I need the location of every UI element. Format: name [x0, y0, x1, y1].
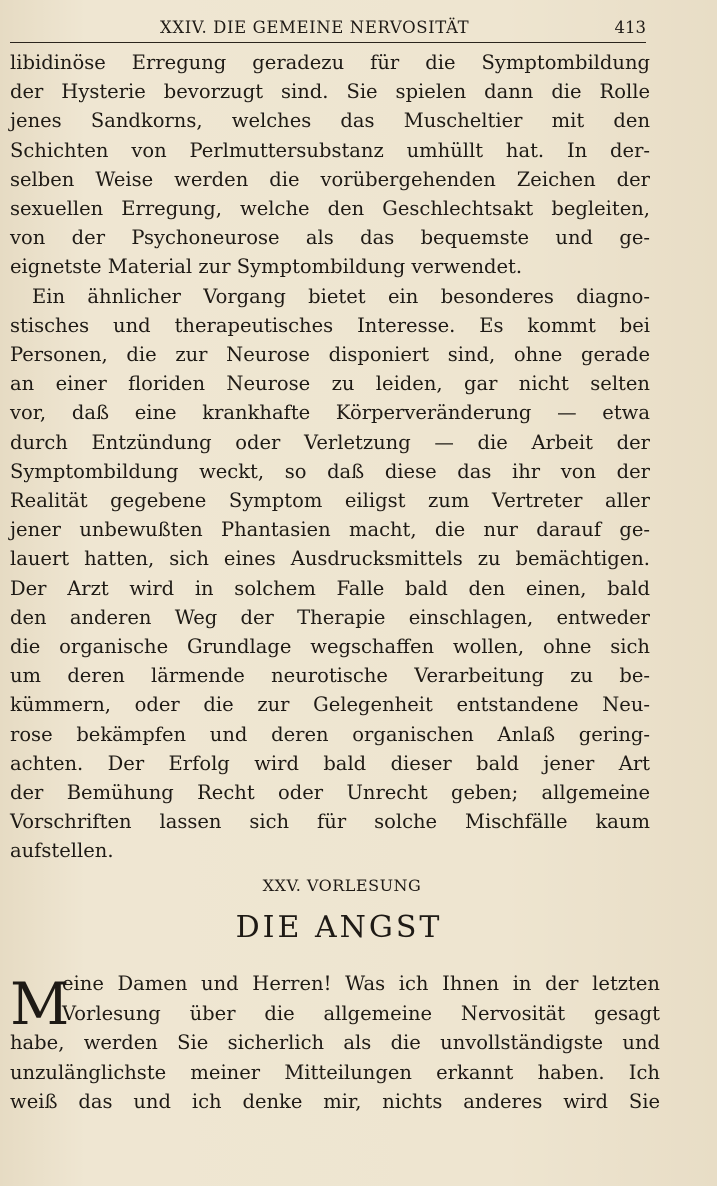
text-line: Vorschriften lassen sich für solche Mischfälle kaum — [10, 810, 650, 834]
text-line: jener unbewußten Phantasien macht, die nur darauf ge- — [10, 518, 650, 542]
text-line: eignetste Material zur Symptombildung verwendet. — [10, 255, 523, 279]
chapter-opening — [10, 969, 660, 1117]
text-line: an einer floriden Neurose zu leiden, gar nicht selten — [10, 372, 650, 396]
text-line: Der Arzt wird in solchem Falle bald den einen, bald — [10, 576, 650, 600]
text-line: stisches und therapeutisches Interesse. Es kommt bei — [10, 313, 650, 337]
text-line: Symptombildung weckt, so daß diese das ihr von der — [10, 459, 650, 483]
text-line: Realität gegebene Symptom eiligst zum Vertreter aller — [10, 489, 650, 513]
text-line: der Hysterie bevorzugt sind. Sie spielen dann die Rolle — [10, 80, 650, 104]
text-line: den anderen Weg der Therapie einschlagen, entweder — [10, 605, 650, 629]
text-line: unzulänglichste meiner Mitteilungen erkannt haben. Ich — [10, 1060, 660, 1084]
text-line: kümmern, oder die zur Gelegenheit entstandene Neu- — [10, 693, 650, 717]
drop-cap: M — [10, 970, 70, 1038]
text-line: die organische Grundlage wegschaffen wollen, ohne sich — [10, 635, 650, 659]
text-line: jenes Sandkorns, welches das Muscheltier mit den — [10, 109, 650, 133]
text-line: Schichten von Perlmuttersubstanz umhüllt hat. In der- — [10, 138, 650, 162]
text-line: von der Psychoneurose als das bequemste und ge- — [10, 226, 650, 250]
text-line: Ein ähnlicher Vorgang bietet ein besonderes diagno- — [32, 284, 650, 308]
text-line: sexuellen Erregung, welche den Geschlechtsakt begleiten, — [10, 197, 650, 221]
lecture-label: XXV. VORLESUNG — [262, 876, 422, 895]
text-line: vor, daß eine krankhafte Körperveränderung — etwa — [10, 401, 650, 425]
text-line: selben Weise werden die vorübergehenden Zeichen der — [10, 167, 650, 191]
text-line: achten. Der Erfolg wird bald dieser bald jener Art — [10, 751, 650, 775]
text-line: habe, werden Sie sicherlich als die unvollständigste und — [10, 1031, 660, 1054]
text-line: lauert hatten, sich eines Ausdrucksmittels zu bemächtigen. — [10, 547, 650, 571]
text-line: Personen, die zur Neurose disponiert sind, ohne gerade — [10, 343, 650, 367]
text-line: der Bemühung Recht oder Unrecht geben; allgemeine — [10, 781, 650, 805]
chapter-title: DIE ANGST — [235, 910, 443, 945]
text-line: aufstellen. — [10, 839, 114, 863]
text-line: durch Entzündung oder Verletzung — die Arbeit der — [10, 430, 650, 454]
text-line: Vorlesung über die allgemeine Nervosität gesagt — [62, 1001, 660, 1025]
text-line: um deren lärmende neurotische Verarbeitung zu be- — [10, 664, 650, 688]
text-line: weiß das und ich denke mir, nichts anderes wird Sie — [10, 1090, 660, 1113]
page-number: 413 — [614, 18, 646, 37]
text-line: libidinöse Erregung geradezu für die Symptombildung — [10, 51, 650, 74]
text-line: rose bekämpfen und deren organischen Anlaß gering- — [10, 722, 650, 746]
page-header — [10, 16, 646, 43]
text-line: eine Damen und Herren! Was ich Ihnen in der letzten — [62, 972, 660, 995]
running-title: XXIV. DIE GEMEINE NERVOSITÄT — [160, 18, 470, 37]
body-paragraphs — [10, 48, 650, 866]
